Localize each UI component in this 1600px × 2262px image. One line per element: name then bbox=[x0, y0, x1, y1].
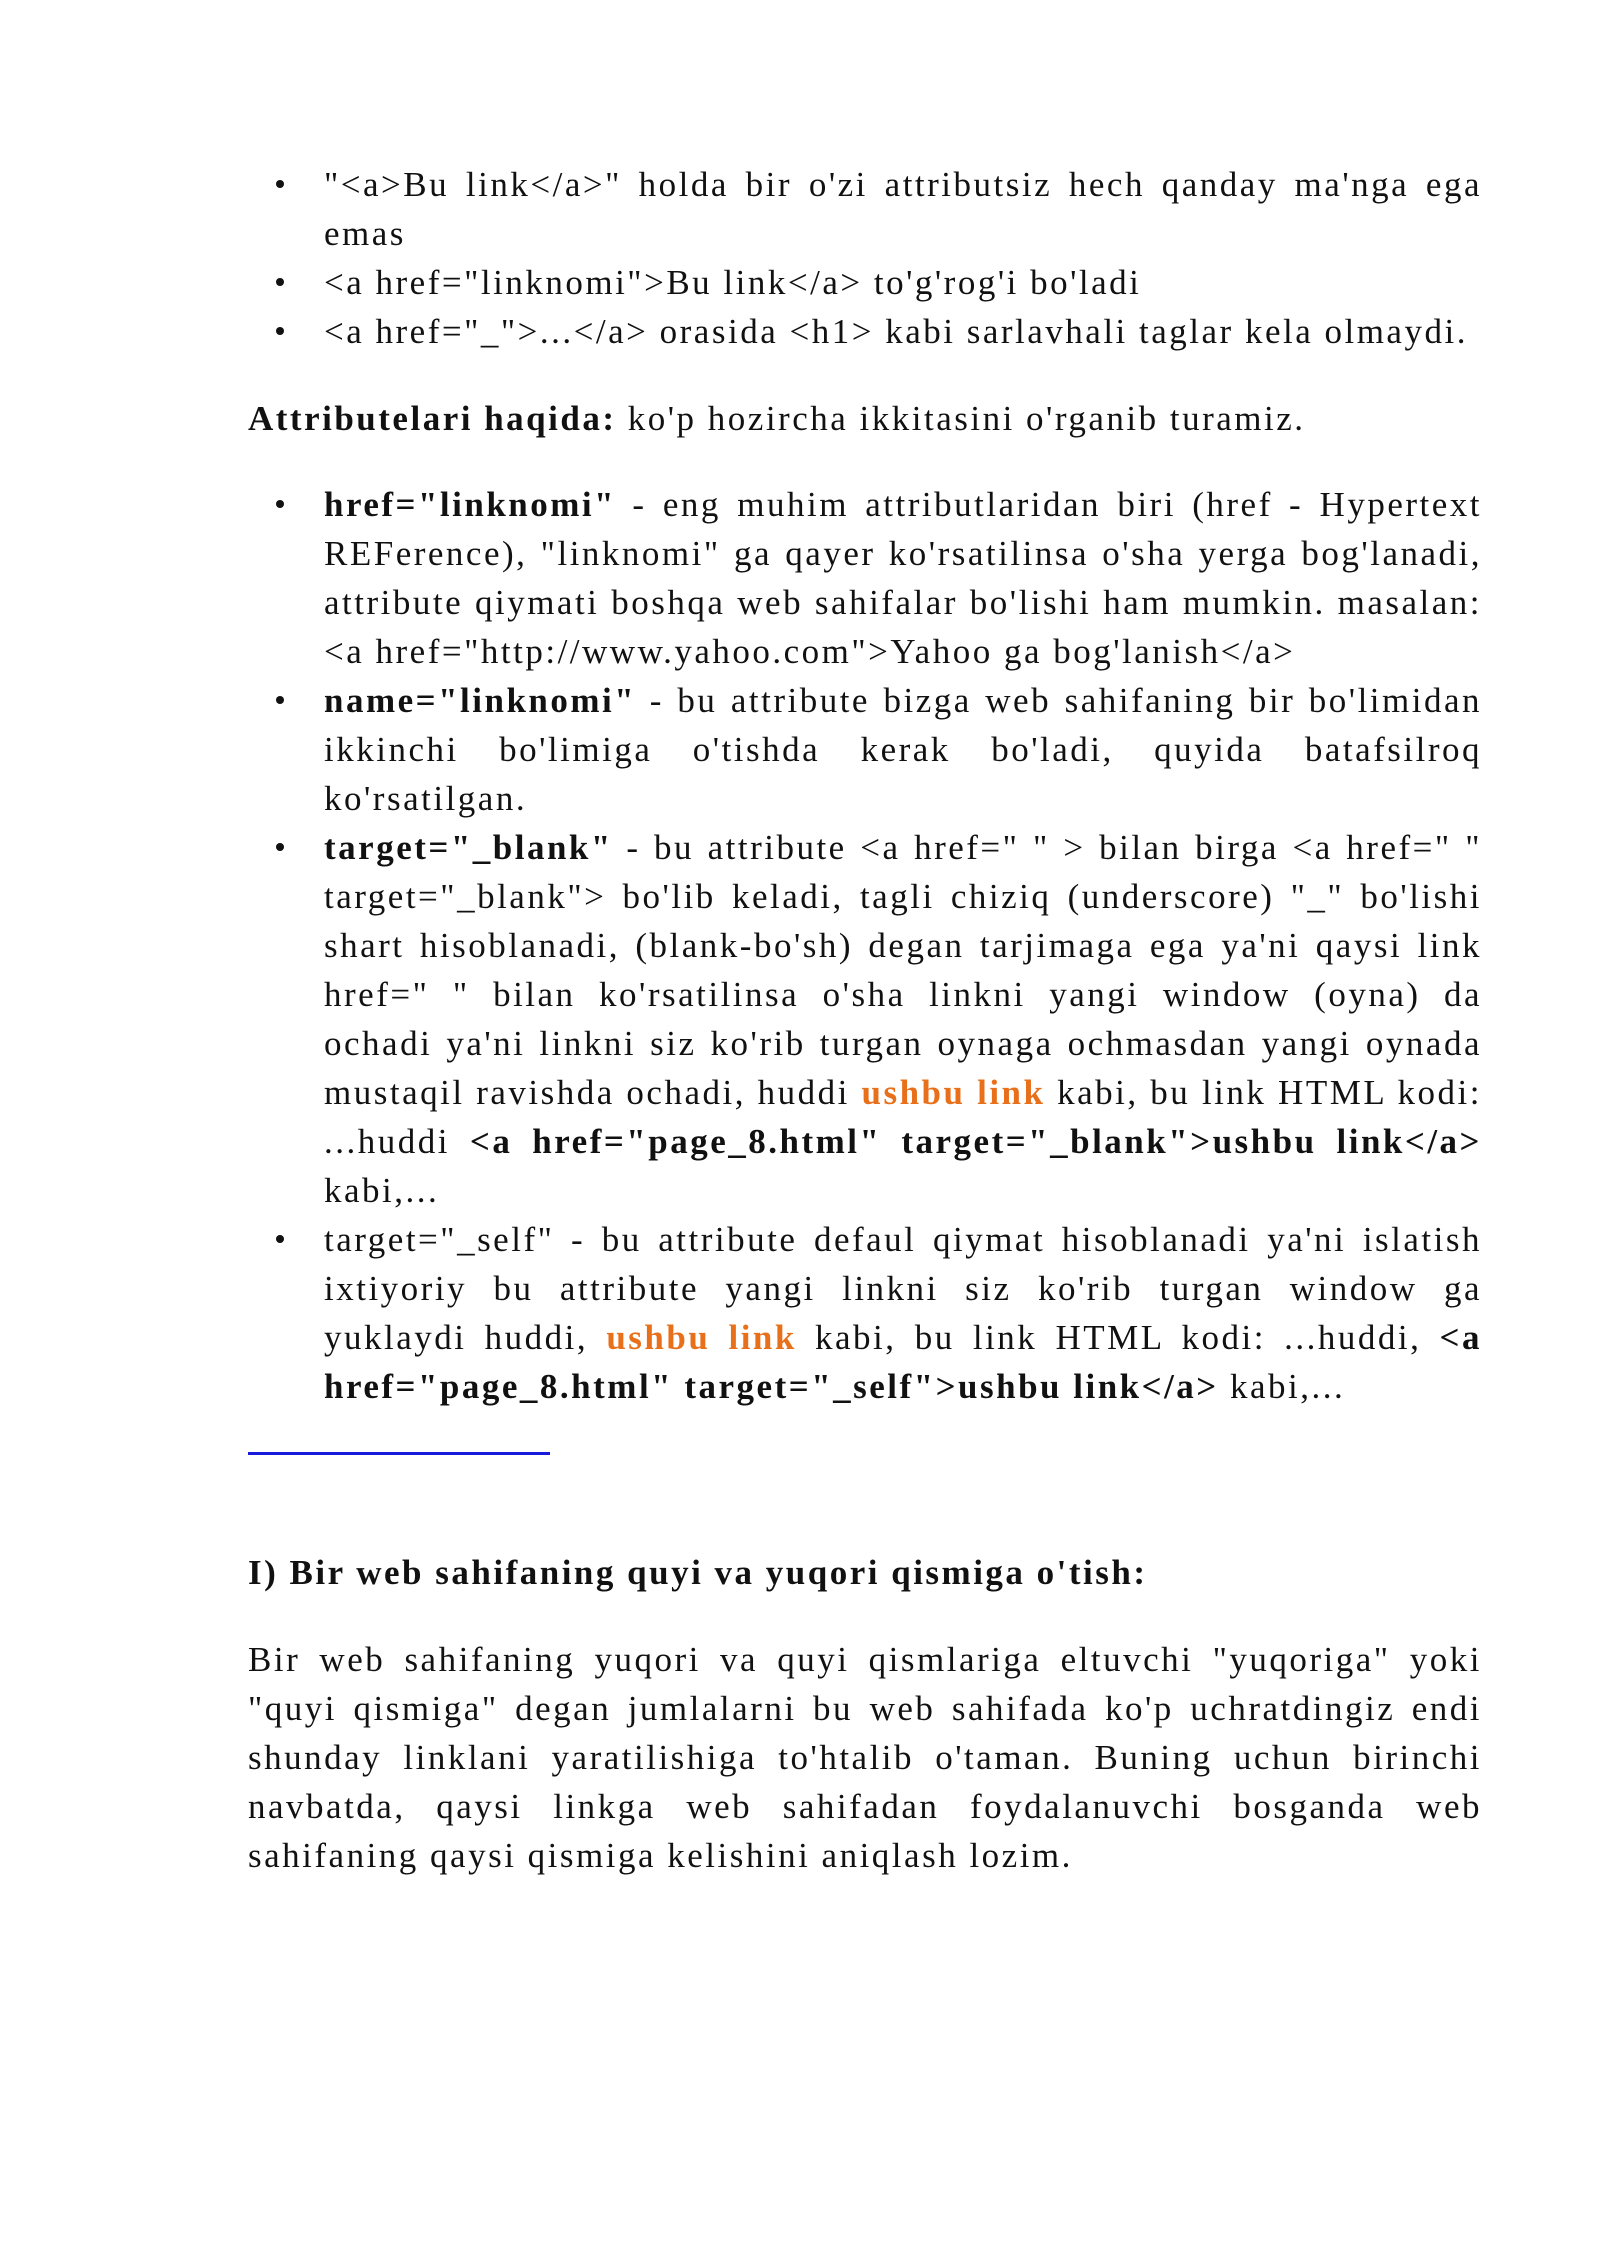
list-item-target-self bbox=[324, 1215, 1482, 1411]
target-self-code: <a href="page_8.html" target="_self">ushbu link</a> bbox=[324, 1318, 1482, 1406]
name-attribute-label: name="linknomi" bbox=[324, 681, 637, 720]
document-body bbox=[248, 160, 1482, 1880]
href-attribute-text: - eng muhim attributlaridan biri (href - Hypertext REFerence), "linknomi" ga qayer ko'rsatilinsa o'sha yerga bog'lanadi, attribute qiymati boshqa web sahifalar bo'lishi ham mumkin. masalan: <a href="http://www.yahoo.com">Yahoo ga bog'lanish</a> bbox=[324, 485, 1482, 671]
ushbu-link-self[interactable]: ushbu link bbox=[606, 1318, 797, 1357]
section-paragraph: Bir web sahifaning yuqori va quyi qismlariga eltuvchi "yuqoriga" yoki "quyi qismiga" degan jumlalarni bu web sahifada ko'p uchratdingiz endi shunday linklani yaratilishiga to'htalib o'taman. Buning uchun birinchi navbatda, qaysi linkga web sahifadan foydalanuvchi bosganda web sahifaning qaysi qismiga kelishini aniqlash lozim. bbox=[248, 1640, 1482, 1875]
list-item bbox=[324, 307, 1482, 356]
list-item-text: "<a>Bu link</a>" holda bir o'zi attributsiz hech qanday ma'nga ega emas bbox=[324, 165, 1482, 253]
target-blank-label: target="_blank" bbox=[324, 828, 613, 867]
target-self-text: target="_self" - bu attribute defaul qiymat hisoblanadi ya'ni islatish ixtiyoriy bu attribute yangi linkni siz ko'rib turgan window ga yuklaydi huddi, bbox=[324, 1220, 1482, 1357]
list-item-text: <a href="_">...</a> orasida <h1> kabi sarlavhali taglar kela olmaydi. bbox=[324, 312, 1468, 351]
list-item-target-blank bbox=[324, 823, 1482, 1215]
attributes-intro-paragraph bbox=[248, 394, 1482, 443]
section-divider bbox=[248, 1452, 550, 1455]
list-item bbox=[324, 160, 1482, 258]
target-blank-text: - bu attribute <a href=" " > bilan birga <a href=" " target="_blank"> bo'lib keladi, tagli chiziq (underscore) "_" bo'lishi shart hisoblanadi, (blank-bo'sh) degan tarjimaga ega ya'ni qaysi link href=" " bilan ko'rsatilinsa o'sha linkni yangi window (oyna) da ochadi ya'ni linkni siz ko'rib turgan oynaga ochmasdan yangi oynada mustaqil ravishda ochadi, huddi bbox=[324, 828, 1482, 1112]
href-attribute-label: href="linknomi" bbox=[324, 485, 617, 524]
attributes-intro-text: ko'p hozircha ikkitasini o'rganib turamiz. bbox=[616, 399, 1306, 438]
target-blank-text-end: kabi,... bbox=[324, 1171, 440, 1210]
list-item-name bbox=[324, 676, 1482, 823]
target-blank-text-mid: kabi, bu link HTML kodi: ...huddi bbox=[324, 1073, 1482, 1161]
target-self-text-mid: kabi, bu link HTML kodi: ...huddi, bbox=[796, 1318, 1440, 1357]
target-blank-code: <a href="page_8.html" target="_blank">ushbu link</a> bbox=[469, 1122, 1483, 1161]
attributes-intro-label: Attributelari haqida: bbox=[248, 399, 617, 438]
list-item bbox=[324, 258, 1482, 307]
target-self-text-end: kabi,... bbox=[1218, 1367, 1346, 1406]
bullet-list-basics bbox=[248, 160, 1482, 356]
ushbu-link-blank[interactable]: ushbu link bbox=[861, 1073, 1046, 1112]
list-item-href bbox=[324, 480, 1482, 676]
list-item-text: <a href="linknomi">Bu link</a> to'g'rog'i bo'ladi bbox=[324, 263, 1142, 302]
section-heading: I) Bir web sahifaning quyi va yuqori qismiga o'tish: bbox=[248, 1553, 1148, 1592]
bullet-list-attributes bbox=[248, 480, 1482, 1411]
name-attribute-text: - bu attribute bizga web sahifaning bir bo'limidan ikkinchi bo'limiga o'tishda kerak bo'ladi, quyida batafsilroq ko'rsatilgan. bbox=[324, 681, 1482, 818]
